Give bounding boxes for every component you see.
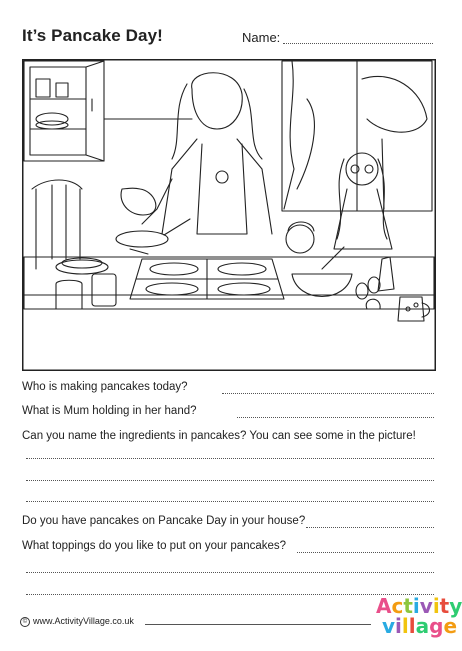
logo-letter: A — [376, 594, 392, 618]
answer-line-1[interactable] — [222, 393, 434, 394]
logo-letter: i — [395, 614, 402, 638]
footer-website — [20, 616, 134, 627]
website-text: www.ActivityVillage.co.uk — [33, 616, 134, 626]
worksheet-title: It’s Pancake Day! — [22, 26, 163, 45]
answer-line-5a[interactable] — [297, 552, 434, 553]
answer-line-3c[interactable] — [26, 501, 434, 502]
question-4: Do you have pancakes on Pancake Day in your house? — [22, 515, 306, 527]
logo-letter: l — [401, 614, 409, 638]
logo-letter: e — [443, 614, 458, 638]
name-answer-line[interactable] — [283, 43, 433, 44]
logo-letter: c — [391, 594, 404, 618]
logo-letter: y — [449, 594, 462, 618]
answer-line-2[interactable] — [237, 417, 434, 418]
footer-rule — [145, 624, 371, 625]
name-label: Name: — [242, 30, 281, 45]
logo-letter: t — [403, 594, 413, 618]
answer-line-5b[interactable] — [26, 572, 434, 573]
logo-letter: l — [408, 614, 416, 638]
logo-letter: a — [415, 614, 430, 638]
answer-line-5c[interactable] — [26, 594, 434, 595]
pancake-kitchen-illustration — [22, 59, 436, 371]
question-3: Can you name the ingredients in pancakes? You can see some in the picture! — [22, 430, 416, 442]
copyright-icon: © — [20, 617, 30, 627]
question-5: What toppings do you like to put on your pancakes? — [22, 540, 287, 552]
logo-letter: i — [432, 594, 440, 618]
logo-letter: v — [382, 614, 396, 638]
answer-line-4[interactable] — [306, 527, 434, 528]
logo-letter: i — [412, 594, 420, 618]
question-2: What is Mum holding in her hand? — [22, 405, 197, 417]
activity-village-logo — [376, 594, 462, 646]
logo-letter: g — [429, 614, 444, 638]
logo-word-activity — [376, 594, 462, 618]
logo-letter: t — [439, 594, 450, 618]
question-1: Who is making pancakes today? — [22, 381, 188, 393]
logo-letter: v — [419, 594, 433, 618]
answer-line-3b[interactable] — [26, 480, 434, 481]
logo-word-village — [376, 614, 458, 638]
answer-line-3a[interactable] — [26, 458, 434, 459]
